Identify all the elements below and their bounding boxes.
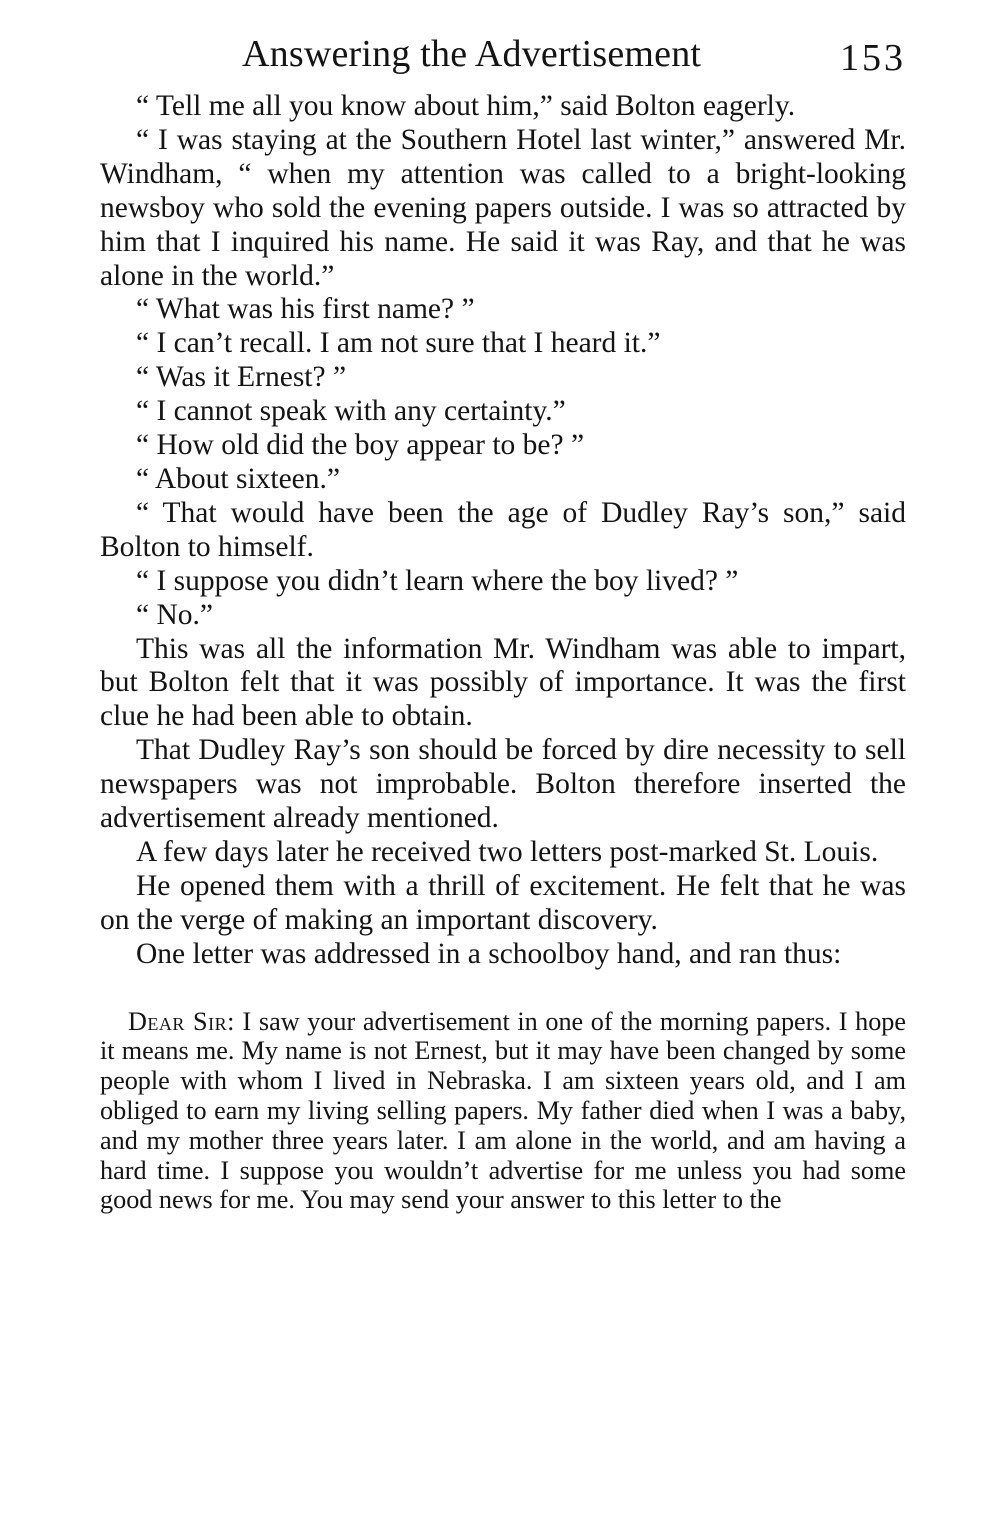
paragraph: A few days later he received two letters post-marked St. Louis. [136, 835, 879, 868]
paragraph: “ I suppose you didn’t learn where the boy lived? ” [136, 564, 739, 597]
paragraph: “ Was it Ernest? ” [136, 361, 347, 394]
page-header [100, 26, 906, 90]
letter-salutation: Dear Sir: [128, 1006, 235, 1036]
paragraph: “ I cannot speak with any certainty.” [136, 395, 566, 428]
paragraph: “ I can’t recall. I am not sure that I heard it.” [136, 327, 661, 360]
letter-paragraph [100, 1007, 906, 1216]
paragraph: “ How old did the boy appear to be? ” [136, 429, 585, 462]
paragraph: “ No.” [136, 598, 213, 631]
paragraph: “ What was his first name? ” [136, 293, 475, 326]
paragraph: One letter was addressed in a schoolboy hand, and ran thus: [136, 937, 842, 970]
paragraph: “ About sixteen.” [136, 462, 340, 495]
paragraph: That Dudley Ray’s son should be forced by dire necessity to sell newspapers was not improbable. Bolton therefore inserted the advertisement already mentioned. [100, 734, 906, 835]
book-page [100, 26, 906, 1215]
paragraph: “ That would have been the age of Dudley Ray’s son,” said Bolton to himself. [100, 496, 906, 563]
running-title: Answering the Advertisement [242, 33, 702, 75]
paragraph: This was all the information Mr. Windham was able to impart, but Bolton felt that it was possibly of importance. It was the first clue he had been able to obtain. [100, 632, 906, 733]
quoted-letter [100, 1007, 906, 1216]
letter-body: I saw your advertisement in one of the morning papers. I hope it means me. My name is not Ernest, but it may have been changed by some people with whom I lived in Nebraska. I am sixteen years old, and I am obliged to earn my living selling papers. My father died when I was a baby, and my mother three years later. I am alone in the world, and am having a hard time. I suppose you wouldn’t advertise for me unless you had some good news for me. You may send your answer to this letter to the [100, 1006, 907, 1215]
paragraph: “ Tell me all you know about him,” said Bolton eagerly. [136, 90, 796, 122]
paragraph: He opened them with a thrill of excitement. He felt that he was on the verge of making an important discovery. [100, 869, 906, 936]
paragraph: “ I was staying at the Southern Hotel last winter,” answered Mr. Windham, “ when my attention was called to a bright-looking newsboy who sold the evening papers outside. I was so attracted by him that I inquired his name. He said it was Ray, and that he was alone in the world.” [100, 123, 906, 292]
body-text [100, 90, 906, 972]
page-number: 153 [840, 37, 906, 79]
